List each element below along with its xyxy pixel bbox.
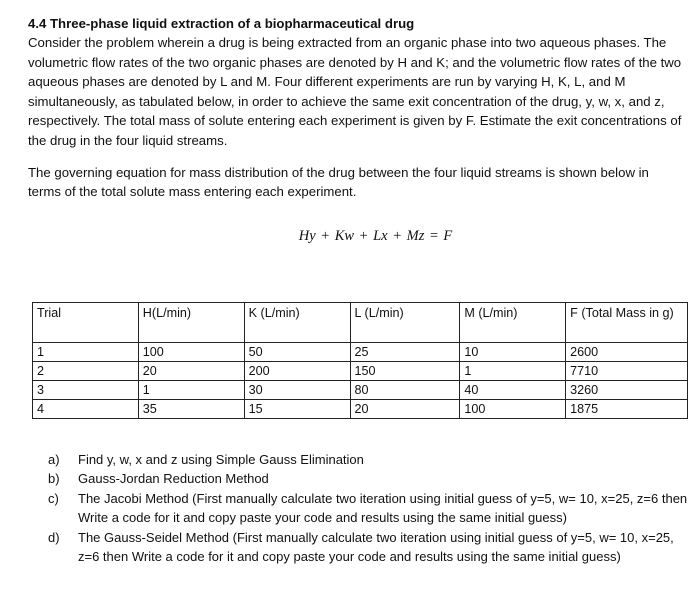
cell-m: 10 bbox=[460, 343, 566, 362]
cell-trial: 3 bbox=[33, 381, 139, 400]
table-header-row bbox=[33, 303, 688, 343]
cell-m: 1 bbox=[460, 362, 566, 381]
problem-description: Consider the problem wherein a drug is being extracted from an organic phase into two aqueous phases. The volumetric flow rates of the two organic phases are denoted by H and K; and the volumetric flow rates of the two aqueous phases are denoted by L and M. Four different experiments are run by varying H, K, L, and M simultaneously, as tabulated below, in order to achieve the same exit concentration of the drug, y, w, x, and z, respectively. The total mass of solute entering each experiment is given by F. Estimate the exit concentrations of the drug in the four liquid streams. bbox=[28, 35, 682, 148]
question-label: d) bbox=[48, 529, 60, 545]
question-item bbox=[48, 528, 688, 567]
cell-k: 50 bbox=[244, 343, 350, 362]
header-f: F (Total Mass in g) bbox=[566, 303, 688, 343]
cell-trial: 2 bbox=[33, 362, 139, 381]
header-m: M (L/min) bbox=[460, 303, 566, 343]
table-row bbox=[33, 400, 688, 419]
question-item bbox=[48, 489, 688, 528]
header-k: K (L/min) bbox=[244, 303, 350, 343]
question-text: The Gauss-Seidel Method (First manually calculate two iteration using initial guess of y=5, w= 10, x=25, z=6 then Write a code for it and copy paste your code and results using the same initial guess) bbox=[78, 529, 674, 565]
cell-k: 30 bbox=[244, 381, 350, 400]
cell-l: 150 bbox=[350, 362, 460, 381]
cell-h: 1 bbox=[138, 381, 244, 400]
cell-h: 35 bbox=[138, 400, 244, 419]
cell-k: 200 bbox=[244, 362, 350, 381]
header-l: L (L/min) bbox=[350, 303, 460, 343]
cell-l: 25 bbox=[350, 343, 460, 362]
header-h: H(L/min) bbox=[138, 303, 244, 343]
problem-heading: 4.4 Three-phase liquid extraction of a biopharmaceutical drug bbox=[28, 16, 415, 31]
question-text: The Jacobi Method (First manually calculate two iteration using initial guess of y=5, w= 10, x=25, z=6 then Write a code for it and copy paste your code and results using the same initial guess) bbox=[78, 490, 688, 526]
governing-equation: Hy + Kw + Lx + Mz = F bbox=[298, 227, 453, 244]
cell-f: 2600 bbox=[566, 343, 688, 362]
header-trial: Trial bbox=[33, 303, 139, 343]
cell-l: 80 bbox=[350, 381, 460, 400]
table-row bbox=[33, 381, 688, 400]
question-text: Find y, w, x and z using Simple Gauss Elimination bbox=[78, 452, 364, 467]
cell-trial: 4 bbox=[33, 400, 139, 419]
question-text: Gauss-Jordan Reduction Method bbox=[78, 471, 269, 487]
question-item bbox=[48, 469, 688, 488]
table-row bbox=[33, 343, 688, 362]
cell-h: 100 bbox=[138, 343, 244, 362]
question-label: c) bbox=[48, 490, 59, 506]
cell-h: 20 bbox=[138, 362, 244, 381]
cell-m: 100 bbox=[460, 400, 566, 419]
cell-m: 40 bbox=[460, 381, 566, 400]
governing-equation-intro: The governing equation for mass distribution of the drug between the four liquid streams is shown below in terms of the total solute mass entering each experiment. bbox=[28, 164, 649, 200]
question-list bbox=[48, 450, 688, 566]
question-label: b) bbox=[48, 471, 60, 487]
cell-f: 7710 bbox=[566, 362, 688, 381]
cell-l: 20 bbox=[350, 400, 460, 419]
document-body bbox=[28, 14, 683, 245]
experiment-table bbox=[32, 302, 688, 419]
table-row bbox=[33, 362, 688, 381]
cell-trial: 1 bbox=[33, 343, 139, 362]
cell-k: 15 bbox=[244, 400, 350, 419]
question-item bbox=[48, 450, 688, 469]
question-label: a) bbox=[48, 452, 60, 467]
cell-f: 3260 bbox=[566, 381, 688, 400]
cell-f: 1875 bbox=[566, 400, 688, 419]
